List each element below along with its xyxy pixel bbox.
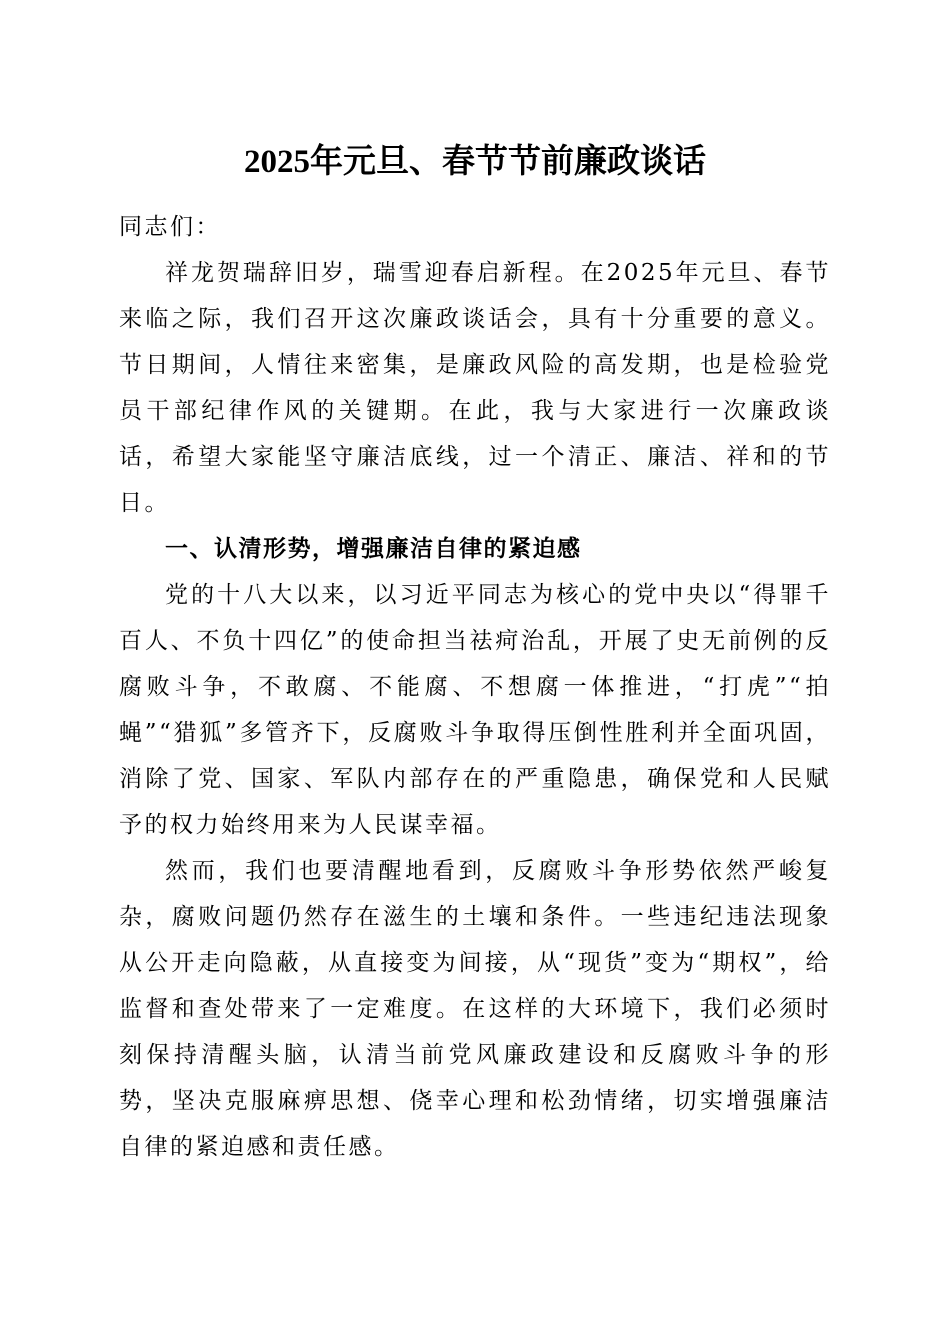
- intro-paragraph: 祥龙贺瑞辞旧岁，瑞雪迎春启新程。在2025年元旦、春节来临之际，我们召开这次廉政谈话会，具有十分重要的意义。节日期间，人情往来密集，是廉政风险的高发期，也是检验党员干部纪律作风的关键期。在此，我与大家进行一次廉政谈话，希望大家能坚守廉洁底线，过一个清正、廉洁、祥和的节日。: [119, 260, 831, 516]
- section-1-paragraph-2: 然而，我们也要清醒地看到，反腐败斗争形势依然严峻复杂，腐败问题仍然存在滋生的土壤和条件。一些违纪违法现象从公开走向隐蔽，从直接变为间接，从“现货”变为“期权”，给监督和查处带来了一定难度。在这样的大环境下，我们必须时刻保持清醒头脑，认清当前党风廉政建设和反腐败斗争的形势，坚决克服麻痹思想、侥幸心理和松劲情绪，切实增强廉洁自律的紧迫感和责任感。: [119, 858, 831, 1160]
- section-heading-1: 一、认清形势，增强廉洁自律的紧迫感: [165, 536, 582, 562]
- section-1-paragraph-1: 党的十八大以来，以习近平同志为核心的党中央以“得罪千百人、不负十四亿”的使命担当祛疴治乱，开展了史无前例的反腐败斗争，不敢腐、不能腐、不想腐一体推进，“打虎”“拍蝇”“猎狐”多管齐下，反腐败斗争取得压倒性胜利并全面巩固，消除了党、国家、军队内部存在的严重隐患，确保党和人民赋予的权力始终用来为人民谋幸福。: [119, 582, 831, 838]
- document-title: 2025年元旦、春节节前廉政谈话: [244, 144, 706, 180]
- document-body: [119, 204, 831, 1170]
- salutation: 同志们：: [119, 214, 221, 240]
